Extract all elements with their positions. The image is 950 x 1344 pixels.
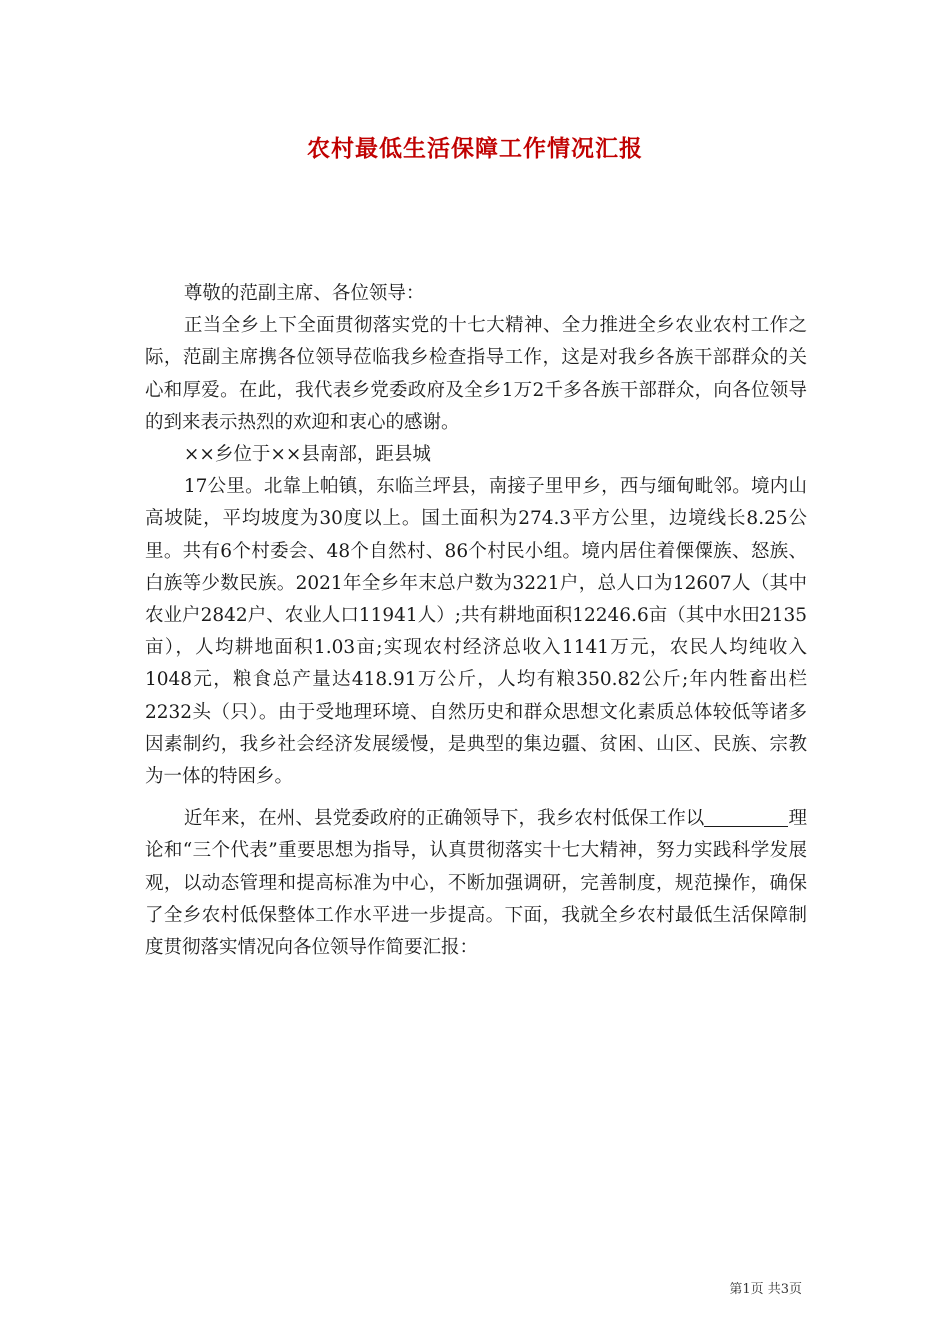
- body-paragraph-with-blank: [145, 803, 807, 964]
- document-title: 农村最低生活保障工作情况汇报: [307, 135, 643, 162]
- body-paragraph: 17公里。北靠上帕镇，东临兰坪县，南接子里甲乡，西与缅甸毗邻。境内山高坡陡，平均坡度为30度以上。国土面积为274.3平方公里，边境线长8.25公里。共有6个村委会、48个自然村、86个村民小组。境内居住着傈僳族、怒族、白族等少数民族。2021年全乡年末总户数为3221户，总人口为12607人（其中农业户2842户、农业人口11941人）;共有耕地面积12246.6亩（其中水田2135亩），人均耕地面积1.03亩;实现农村经济总收入1141万元，农民人均纯收入1048元，粮食总产量达418.91万公斤，人均有粮350.82公斤;年内牲畜出栏2232头（只）。由于受地理环境、自然历史和群众思想文化素质总体较低等诸多因素制约，我乡社会经济发展缓慢，是典型的集边疆、贫困、山区、民族、宗教为一体的特困乡。: [145, 476, 807, 788]
- page-number-footer: 第1页 共3页: [729, 1282, 802, 1297]
- salutation-paragraph: 尊敬的范副主席、各位领导：: [183, 283, 425, 304]
- document-body: [145, 278, 807, 964]
- blank-underline: [704, 808, 788, 828]
- body-paragraph: 正当全乡上下全面贯彻落实党的十七大精神、全力推进全乡农业农村工作之际，范副主席携各位领导莅临我乡检查指导工作，这是对我乡各族干部群众的关心和厚爱。在此，我代表乡党委政府及全乡1万2千多各族干部群众，向各位领导的到来表示热烈的欢迎和衷心的感谢。: [145, 315, 807, 433]
- body-paragraph: ××乡位于××县南部，距县城: [183, 444, 431, 466]
- paragraph-text-after-blank: 理论和“三个代表”重要思想为指导，认真贯彻落实十七大精神，努力实践科学发展观，以动态管理和提高标准为中心，不断加强调研，完善制度，规范操作，确保了全乡农村低保整体工作水平进一步提高。下面，我就全乡农村最低生活保障制度贯彻落实情况向各位领导作简要汇报：: [145, 808, 807, 959]
- paragraph-text-before-blank: 近年来，在州、县党委政府的正确领导下，我乡农村低保工作以: [183, 808, 705, 830]
